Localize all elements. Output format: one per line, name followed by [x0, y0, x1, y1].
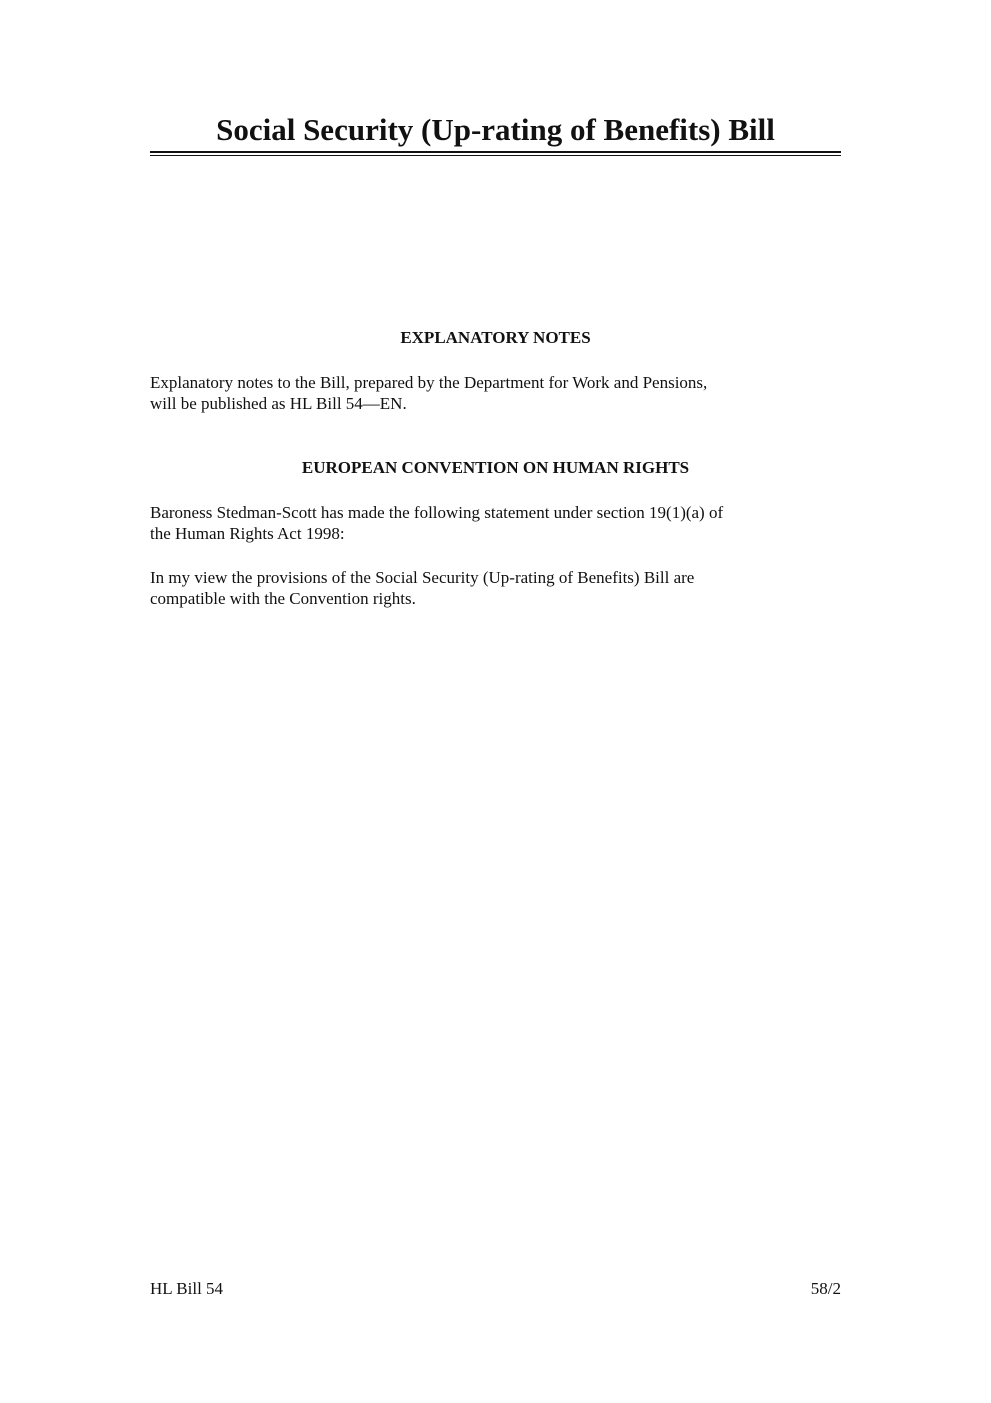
paragraph-line: compatible with the Convention rights. [150, 589, 416, 608]
paragraph-line: will be published as HL Bill 54—EN. [150, 394, 407, 413]
section-heading-explanatory-notes: EXPLANATORY NOTES [400, 328, 591, 347]
title-rule-thin [150, 155, 841, 156]
echr-statement-intro [150, 502, 841, 544]
title-rule-thick [150, 151, 841, 153]
echr-compatibility-statement [150, 567, 841, 609]
bill-title: Social Security (Up-rating of Benefits) Bill [216, 112, 775, 147]
explanatory-notes-paragraph [150, 372, 841, 414]
footer-bill-reference: HL Bill 54 [150, 1279, 224, 1298]
paragraph-line: In my view the provisions of the Social Security (Up-rating of Benefits) Bill are [150, 568, 695, 587]
paragraph-line: Explanatory notes to the Bill, prepared by the Department for Work and Pensions, [150, 373, 708, 392]
paragraph-line: Baroness Stedman-Scott has made the following statement under section 19(1)(a) of [150, 503, 724, 522]
section-heading-echr: EUROPEAN CONVENTION ON HUMAN RIGHTS [301, 458, 690, 477]
footer-print-reference: 58/2 [810, 1279, 841, 1298]
paragraph-line: the Human Rights Act 1998: [150, 524, 345, 543]
